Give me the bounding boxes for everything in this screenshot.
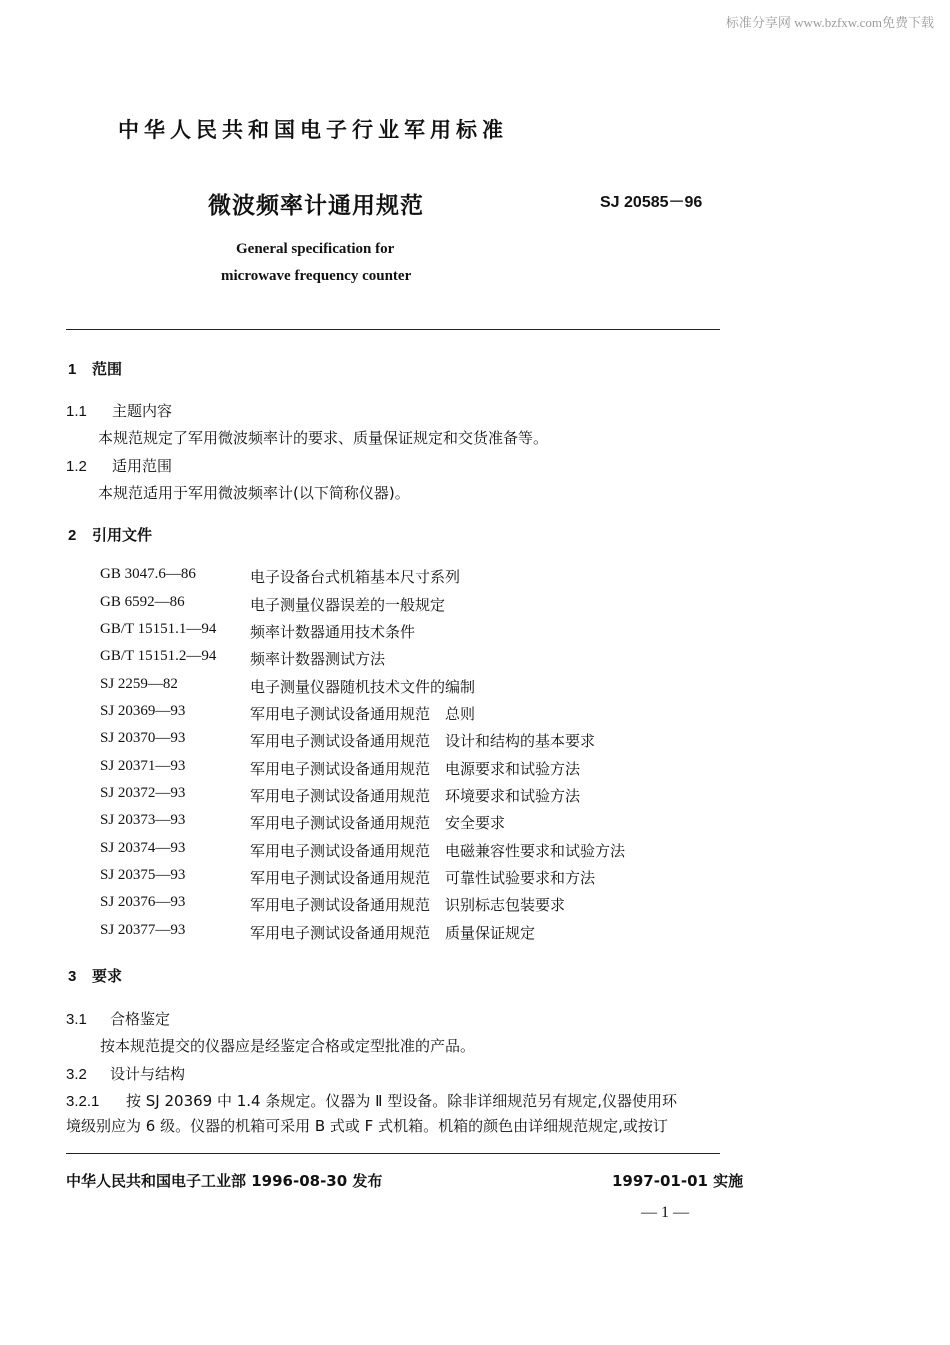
section-3-2-1-line-1 xyxy=(66,1090,677,1111)
title-divider xyxy=(66,329,720,330)
reference-code: SJ 20369—93 xyxy=(100,703,186,719)
english-title-line-1: General specification for xyxy=(236,241,395,257)
reference-code: SJ 20370—93 xyxy=(100,730,186,746)
section-number: 3 xyxy=(68,968,77,985)
reference-code: GB 6592—86 xyxy=(100,594,185,610)
reference-title: 频率计数器测试方法 xyxy=(250,650,386,668)
reference-title: 军用电子测试设备通用规范 电磁兼容性要求和试验方法 xyxy=(250,842,626,860)
reference-code: GB/T 15151.2—94 xyxy=(100,648,217,664)
reference-title: 军用电子测试设备通用规范 设计和结构的基本要求 xyxy=(250,732,596,750)
reference-title: 军用电子测试设备通用规范 总则 xyxy=(250,705,476,723)
section-number: 1.1 xyxy=(66,403,87,420)
implementation-date: 1997-01-01 实施 xyxy=(612,1172,744,1190)
reference-code: GB/T 15151.1—94 xyxy=(100,621,217,637)
section-number: 3.2 xyxy=(66,1066,87,1083)
section-title: 引用文件 xyxy=(92,526,153,544)
section-title: 范围 xyxy=(92,360,123,378)
page-number: — 1 — xyxy=(641,1204,689,1221)
reference-code: SJ 20372—93 xyxy=(100,785,186,801)
section-3-1-body: 按本规范提交的仪器应是经鉴定合格或定型批准的产品。 xyxy=(100,1037,476,1055)
issue-date: 中华人民共和国电子工业部 1996-08-30 发布 xyxy=(66,1172,383,1190)
reference-title: 电子设备台式机箱基本尺寸系列 xyxy=(250,568,461,586)
section-1-2-heading xyxy=(66,455,172,476)
watermark: 标准分享网 www.bzfxw.com免费下载 xyxy=(725,15,934,30)
reference-code: SJ 20375—93 xyxy=(100,867,186,883)
reference-title: 军用电子测试设备通用规范 安全要求 xyxy=(250,814,506,832)
section-text: 按 SJ 20369 中 1.4 条规定。仪器为 Ⅱ 型设备。除非详细规范另有规定,仪器使用环 xyxy=(126,1092,678,1110)
reference-code: SJ 20373—93 xyxy=(100,812,186,828)
reference-title: 军用电子测试设备通用规范 电源要求和试验方法 xyxy=(250,760,581,778)
section-number: 3.1 xyxy=(66,1011,87,1028)
section-title: 合格鉴定 xyxy=(110,1010,171,1028)
section-number: 3.2.1 xyxy=(66,1093,100,1110)
reference-title: 军用电子测试设备通用规范 环境要求和试验方法 xyxy=(250,787,581,805)
section-number: 1 xyxy=(68,361,77,378)
section-3-2-1-line-2: 境级别应为 6 级。仪器的机箱可采用 B 式或 F 式机箱。机箱的颜色由详细规范规定,或按订 xyxy=(66,1117,668,1135)
reference-code: SJ 2259—82 xyxy=(100,676,178,692)
standard-header: 中华人民共和国电子行业军用标准 xyxy=(118,118,508,142)
section-3-1-heading xyxy=(66,1008,170,1029)
section-1-1-heading xyxy=(66,400,172,421)
footer-divider xyxy=(66,1153,720,1154)
reference-title: 电子测量仪器随机技术文件的编制 xyxy=(250,678,476,696)
section-title: 主题内容 xyxy=(112,402,173,420)
reference-title: 军用电子测试设备通用规范 质量保证规定 xyxy=(250,924,536,942)
section-title: 设计与结构 xyxy=(110,1065,186,1083)
reference-title: 军用电子测试设备通用规范 可靠性试验要求和方法 xyxy=(250,869,596,887)
reference-title: 电子测量仪器误差的一般规定 xyxy=(250,596,446,614)
section-1-2-body: 本规范适用于军用微波频率计(以下简称仪器)。 xyxy=(98,484,410,502)
section-2-heading xyxy=(68,524,152,545)
section-number: 1.2 xyxy=(66,458,87,475)
document-code: SJ 20585－96 xyxy=(600,194,703,211)
reference-title: 军用电子测试设备通用规范 识别标志包装要求 xyxy=(250,896,566,914)
section-1-1-body: 本规范规定了军用微波频率计的要求、质量保证规定和交货准备等。 xyxy=(98,429,549,447)
reference-code: GB 3047.6—86 xyxy=(100,566,196,582)
reference-code: SJ 20374—93 xyxy=(100,840,186,856)
reference-code: SJ 20377—93 xyxy=(100,922,186,938)
reference-code: SJ 20371—93 xyxy=(100,758,186,774)
section-3-2-heading xyxy=(66,1063,185,1084)
section-number: 2 xyxy=(68,527,77,544)
section-1-heading xyxy=(68,358,122,379)
reference-title: 频率计数器通用技术条件 xyxy=(250,623,416,641)
english-title-line-2: microwave frequency counter xyxy=(221,268,412,284)
reference-code: SJ 20376—93 xyxy=(100,894,186,910)
section-title: 适用范围 xyxy=(112,457,173,475)
section-3-heading xyxy=(68,965,122,986)
document-title: 微波频率计通用规范 xyxy=(208,193,424,219)
section-title: 要求 xyxy=(92,967,123,985)
